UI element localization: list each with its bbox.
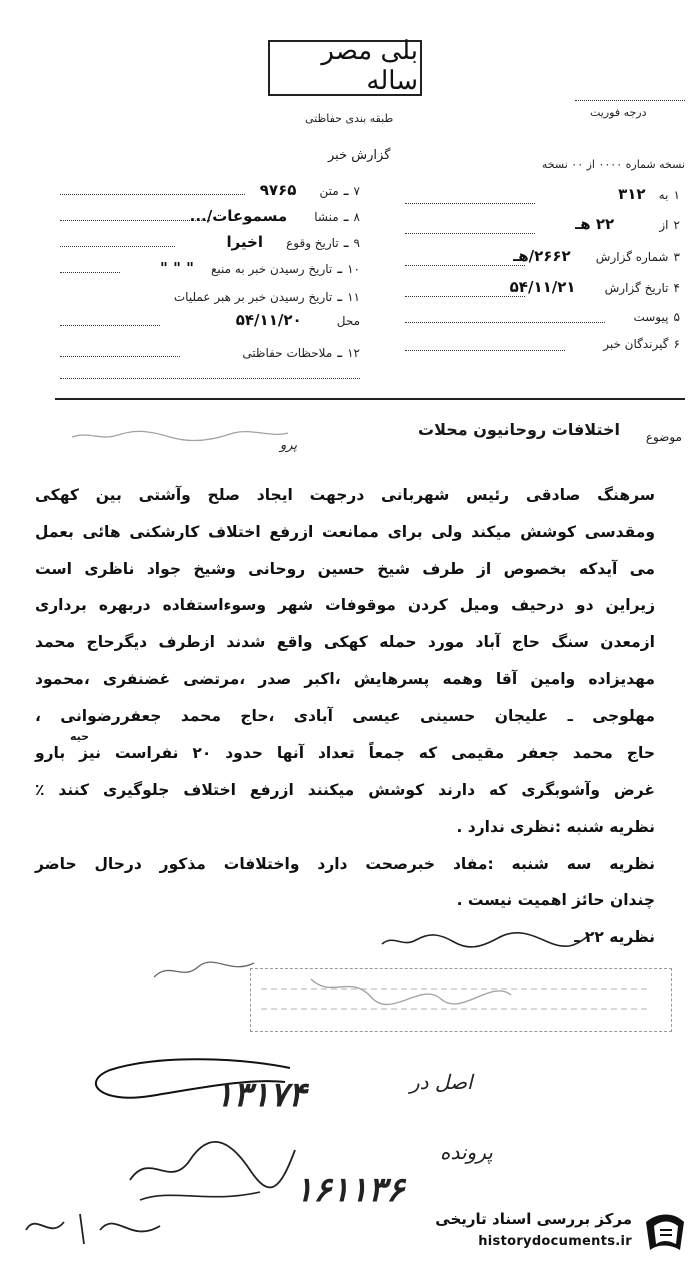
field-row-to: ۱ به ۳۱۲ xyxy=(618,185,680,203)
dotted-line xyxy=(60,356,180,357)
faded-stamp xyxy=(250,968,672,1032)
priority-line xyxy=(575,100,685,101)
dotted-line xyxy=(60,220,210,221)
body-line: نظریه ۲۲ ـ xyxy=(574,928,655,946)
dotted-line xyxy=(60,194,245,195)
field-row-attachment: ۵ پیوست xyxy=(633,310,680,324)
archive-logo xyxy=(420,1208,690,1260)
classification-stamp: بلی مصر ساله xyxy=(321,36,418,96)
field-row-from: ۲ از ۲۲ هـ xyxy=(575,215,680,233)
file-number: ۱۶۱۱۳۶ xyxy=(295,1170,405,1210)
file-label: پرونده xyxy=(440,1140,493,1164)
dotted-line xyxy=(405,350,565,351)
body-line: غرض وآشوبگری که دارند کوشش میکنند ازرفع اختلاف جلوگیری کنند ٪ xyxy=(35,781,655,799)
archive-label: اصل در xyxy=(410,1070,473,1094)
field-row-text: ۷ ـ متن ۹۷۶۵ xyxy=(259,180,360,199)
field-row-report-number: ۳ شماره گزارش ۲۶۶۲/هـ xyxy=(513,247,680,265)
handwritten-scribble xyxy=(380,930,590,952)
body-line: مهلوجی ـ علیجان حسینی عیسی آبادی ،حاج محمد جعفررضوانی ، xyxy=(35,707,655,725)
report-title: گزارش خبر xyxy=(328,148,391,163)
field-row-ops-date: ۱۱ ـ تاریخ رسیدن خبر بر هبر عملیات xyxy=(173,286,360,305)
field-row-security-notes: ۱۲ ـ ملاحظات حفاظتی xyxy=(242,342,360,361)
dotted-line xyxy=(405,265,525,266)
copy-line: نسخه شماره ۰۰۰۰ از ۰۰ نسخه xyxy=(541,158,685,171)
dotted-line xyxy=(405,322,605,323)
body-line: زیراین دو درحیف ومیل کردن موقوفات شهر وسوءاستفاده دربهره برداری xyxy=(35,596,655,614)
subject-value: اختلافات روحانیون محلات xyxy=(418,420,620,439)
dotted-line xyxy=(405,296,525,297)
body-line: سرهنگ صادقی رئیس شهربانی درجهت ایجاد صلح وآشتی بین کهکی xyxy=(35,486,655,504)
handwritten-notes xyxy=(120,1130,300,1210)
field-row-location: محل ۵۴/۱۱/۲۰ xyxy=(235,311,360,329)
dotted-line xyxy=(405,233,535,234)
body-line: نظریه سه شنبه :مفاد خبرصحت دارد واختلافات مذکور درحال حاضر xyxy=(35,855,655,873)
dotted-line xyxy=(60,246,175,247)
subject-side-note: پرو xyxy=(280,438,298,453)
field-row-report-date: ۴ تاریخ گزارش ۵۴/۱۱/۲۱ xyxy=(509,278,680,296)
priority-label: درجه فوریت xyxy=(590,106,647,119)
faint-handwriting xyxy=(70,428,290,442)
body-line: نظریه شنبه :نظری ندارد . xyxy=(456,818,655,836)
archive-logo-url: historydocuments.ir xyxy=(478,1234,632,1249)
field-row-recipients: ۶ گیرندگان خبر xyxy=(603,337,680,351)
body-insert: حیه xyxy=(70,730,90,743)
body-line: ومقدسی کوشش میکند ولی برای ممانعت ازرفع اختلاف کارشکنی هائی بعمل xyxy=(35,523,655,541)
field-row-source: ۸ ـ منشا مسموعات/... xyxy=(189,206,360,225)
subject-label: موضوع xyxy=(645,430,682,444)
archive-number: ۱۳۱۷۴ xyxy=(215,1075,307,1115)
body-line: ازمعدن سنگ حاج آباد مورد حمله کهکی واقع شدند ازطرف دیگرحاج محمد xyxy=(35,633,655,651)
bottom-signature xyxy=(20,1200,170,1250)
archive-logo-icon xyxy=(640,1208,690,1258)
faint-signature xyxy=(150,955,260,985)
archive-logo-title: مرکز بررسی اسناد تاریخی xyxy=(435,1210,632,1228)
dotted-line xyxy=(60,272,120,273)
dotted-line xyxy=(60,325,160,326)
header-divider xyxy=(55,398,685,400)
classification-caption: طبقه بندی حفاظتی xyxy=(305,112,394,125)
body-line: چندان حائز اهمیت نیست . xyxy=(456,891,655,909)
body-line: حاج محمد جعفر مقیمی که جمعاً تعداد آنها حدود ۲۰ نفراست نیز بارو xyxy=(35,744,655,762)
body-line: مهدیزاده وامین آقا وهمه پسرهایش ،اکبر صدر ،مرتضی غضنفری ،محمود xyxy=(35,670,655,688)
dotted-line xyxy=(405,203,535,204)
dotted-line xyxy=(60,378,360,379)
field-row-source-date: ۱۰ ـ تاریخ رسیدن خبر به منبع " " " xyxy=(160,258,360,277)
field-row-occurrence-date: ۹ ـ تاریخ وقوع اخیرا xyxy=(226,232,360,251)
body-line: می آیدکه بخصوص از طرف شیخ حسین روحانی وشیخ جواد ناظری است xyxy=(35,560,655,578)
